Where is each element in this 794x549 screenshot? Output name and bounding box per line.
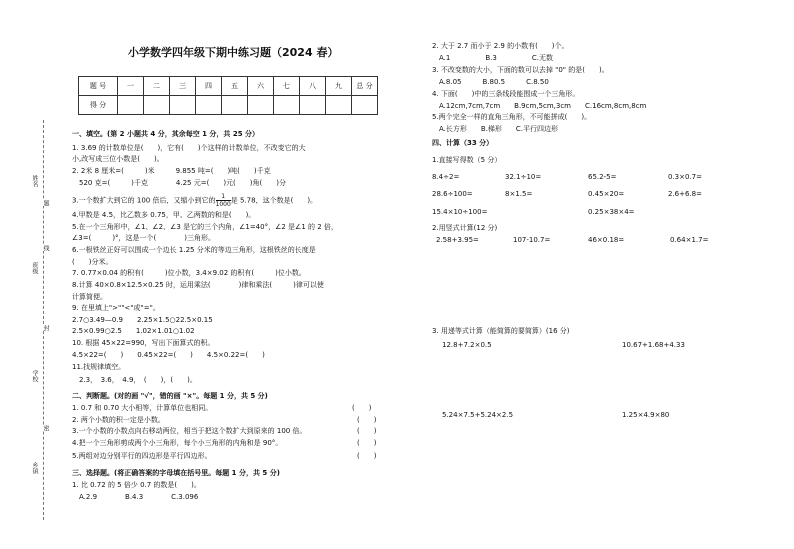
question-line: 4.甲数是 4.5，比乙数多 0.75，甲、乙两数的和是( )。 bbox=[72, 211, 256, 219]
side-label: 学校 bbox=[31, 370, 38, 382]
question-line: 1. 3.69 的计数单位是( )，它有( )个这样的计数单位，不改变它的大 bbox=[72, 144, 306, 152]
choice-line: A.12cm,7cm,7cm B.9cm,5cm,3cm C.16cm,8cm,8cm bbox=[432, 102, 647, 110]
section-heading: 三、选择题。(将正确答案的字母填在括号里。每题 1 分，共 5 分) bbox=[72, 469, 280, 477]
simple-problem: 10.67+1.68+4.33 bbox=[622, 341, 685, 349]
score-header-cell: 一 bbox=[118, 77, 144, 96]
answer-bracket: ( ) bbox=[357, 427, 377, 435]
score-cell bbox=[118, 96, 144, 115]
binding-line bbox=[43, 120, 44, 520]
score-cell bbox=[274, 96, 300, 115]
score-header-cell: 二 bbox=[144, 77, 170, 96]
oral-problem: 28.6÷100= bbox=[432, 190, 473, 198]
oral-problem: 0.25×38×4= bbox=[588, 208, 635, 216]
oral-problem: 8.4÷2= bbox=[432, 173, 460, 181]
question-line: 7. 0.77×0.04 的积有( )位小数，3.4×9.02 的积有( )位小数。 bbox=[72, 269, 306, 277]
binding-mark: 封 bbox=[42, 325, 49, 331]
score-header-cell: 八 bbox=[300, 77, 326, 96]
choice-line: A.长方形 B.梯形 C.平行四边形 bbox=[432, 125, 559, 133]
score-cell bbox=[300, 96, 326, 115]
question-line: 小,改写成三位小数是( )。 bbox=[72, 155, 164, 163]
vertical-problem: 2.58+3.95= bbox=[436, 236, 479, 244]
score-header-cell: 五 bbox=[222, 77, 248, 96]
score-header-cell: 题 号 bbox=[79, 77, 118, 96]
question-line: 2.5×0.99○2.5 1.02×1.01○1.02 bbox=[72, 327, 195, 335]
score-cell bbox=[352, 96, 378, 115]
oral-problem: 65.2-5= bbox=[588, 173, 617, 181]
oral-problem: 15.4×10÷100= bbox=[432, 208, 488, 216]
question-line: 10. 根据 45×22=990，写出下面算式的积。 bbox=[72, 339, 215, 347]
answer-bracket: ( ) bbox=[357, 452, 377, 460]
page-title: 小学数学四年级下期中练习题（2024 春） bbox=[128, 46, 339, 59]
question-line: 2.3， 3.6， 4.9， ( )，( )。 bbox=[72, 376, 197, 384]
simple-problem: 1.25×4.9×80 bbox=[622, 411, 670, 419]
vertical-problem: 46×0.18= bbox=[588, 236, 625, 244]
question-line: 5.在一个三角形中，∠1、∠2、∠3 是它的三个内角，∠1=40°，∠2 是∠1 的 2 倍， bbox=[72, 223, 338, 231]
binding-mark: 密 bbox=[42, 425, 49, 431]
score-header-cell: 四 bbox=[196, 77, 222, 96]
score-header-cell: 七 bbox=[274, 77, 300, 96]
choice-line: 4. 下面( )中的三条线段能围成一个三角形。 bbox=[432, 90, 580, 98]
oral-problem: 8×1.5= bbox=[505, 190, 533, 198]
question-line: ∠3=( )°，这是一个( )三角形。 bbox=[72, 234, 216, 242]
question-line: 1. 0.7 和 0.70 大小相等，计算单位也相同。 bbox=[72, 404, 213, 412]
question-line: 9. 在里填上">""<"或"="。 bbox=[72, 304, 160, 312]
answer-bracket: ( ) bbox=[357, 416, 377, 424]
question-line: 2. 两个小数的积一定是小数。 bbox=[72, 416, 165, 424]
oral-problem: 32.1÷10= bbox=[505, 173, 542, 181]
side-label: 乡镇 bbox=[31, 462, 38, 474]
subsection-title: 1.直接写得数（5 分） bbox=[432, 156, 502, 164]
choice-line: A.8.05 B.80.5 C.8.50 bbox=[432, 78, 549, 86]
question-line: 8.计算 40×0.8×12.5×0.25 时，运用乘法( )律和乘法( )律可以使 bbox=[72, 281, 324, 289]
question-text: 3.一个数扩大到它的 100 倍后，又缩小到它的 bbox=[72, 196, 216, 205]
binding-mark: 题 bbox=[42, 200, 49, 206]
score-cell bbox=[196, 96, 222, 115]
choice-line: A.1 B.3 C.无数 bbox=[432, 54, 553, 62]
subsection-title: 3. 用递等式计算（能简算的要简算）(16 分) bbox=[432, 327, 570, 335]
binding-mark: 线 bbox=[42, 245, 49, 251]
question-line: ( )分米。 bbox=[72, 258, 113, 266]
simple-problem: 12.8+7.2×0.5 bbox=[442, 341, 492, 349]
subsection-title: 2.用竖式计算(12 分) bbox=[432, 224, 498, 232]
section-heading: 一、填空。(第 2 小题共 4 分，其余每空 1 分，共 25 分） bbox=[72, 130, 260, 138]
question-line: 3.一个小数的小数点向右移动两位，相当于把这个数扩大到原来的 100 倍。 bbox=[72, 427, 307, 435]
question-line: 2.7○3.49—0.9 2.25×1.5○22.5×0.15 bbox=[72, 316, 213, 324]
score-cell bbox=[248, 96, 274, 115]
answer-bracket: ( ) bbox=[357, 439, 377, 447]
fraction-denominator: 1000 bbox=[215, 201, 231, 208]
score-header-cell: 总 分 bbox=[352, 77, 378, 96]
choice-line: 2. 大于 2.7 而小于 2.9 的小数有( )个。 bbox=[432, 42, 569, 50]
question-line: 2. 2米 8 厘米=( )米 9.855 吨=( )吨( )千克 bbox=[72, 167, 271, 175]
score-header-cell: 三 bbox=[170, 77, 196, 96]
vertical-problem: 0.64×1.7= bbox=[670, 236, 709, 244]
side-label: 班级 bbox=[31, 262, 38, 274]
answer-bracket: ( ) bbox=[352, 404, 372, 412]
choice-line: 5.两个完全一样的直角三角形，不可能拼成( )。 bbox=[432, 113, 592, 121]
calc-heading: 四、计算（33 分） bbox=[432, 139, 494, 147]
question-line: 6.一根铁丝正好可以围成一个边长 1.25 分米的等边三角形，这根铁丝的长度是 bbox=[72, 246, 316, 254]
score-cell bbox=[326, 96, 352, 115]
score-header-cell: 六 bbox=[248, 77, 274, 96]
question-line: 5.两组对边分别平行的四边形是平行四边形。 bbox=[72, 452, 212, 460]
oral-problem: 0.45×20= bbox=[588, 190, 625, 198]
question-line: 计算简便。 bbox=[72, 293, 107, 301]
fraction bbox=[216, 193, 231, 208]
question-line: 520 克=( )千克 4.25 元=( )元( )角( )分 bbox=[72, 179, 286, 187]
score-row-label: 得 分 bbox=[79, 96, 118, 115]
question-line bbox=[72, 193, 317, 208]
question-line: A.2.9 B.4.3 C.3.096 bbox=[72, 493, 199, 501]
score-header-cell: 九 bbox=[326, 77, 352, 96]
question-line: 1. 比 0.72 的 5 倍少 0.7 的数是( )。 bbox=[72, 481, 201, 489]
score-cell bbox=[222, 96, 248, 115]
section-heading: 二、判断题。(对的画 "√"，错的画 "×"。每题 1 分，共 5 分) bbox=[72, 392, 268, 400]
vertical-problem: 107-10.7= bbox=[513, 236, 551, 244]
score-table bbox=[78, 76, 378, 115]
question-line: 11.找规律填空。 bbox=[72, 363, 126, 371]
fraction-numerator: 1 bbox=[216, 193, 231, 201]
score-cell bbox=[144, 96, 170, 115]
score-cell bbox=[170, 96, 196, 115]
question-line: 4.5×22=( ) 0.45×22=( ) 4.5×0.22=( ) bbox=[72, 351, 265, 359]
side-label: 姓名 bbox=[31, 175, 38, 187]
simple-problem: 5.24×7.5+5.24×2.5 bbox=[442, 411, 514, 419]
question-text: 是 5.78，这个数是( )。 bbox=[230, 196, 318, 205]
oral-problem: 0.3×0.7= bbox=[668, 173, 702, 181]
oral-problem: 2.6+6.8= bbox=[668, 190, 702, 198]
question-line: 4.把一个三角形剪成两个小三角形，每个小三角形的内角和是 90°。 bbox=[72, 439, 283, 447]
choice-line: 3. 不改变数的大小，下面的数可以去掉 "0" 的是( )。 bbox=[432, 66, 609, 74]
